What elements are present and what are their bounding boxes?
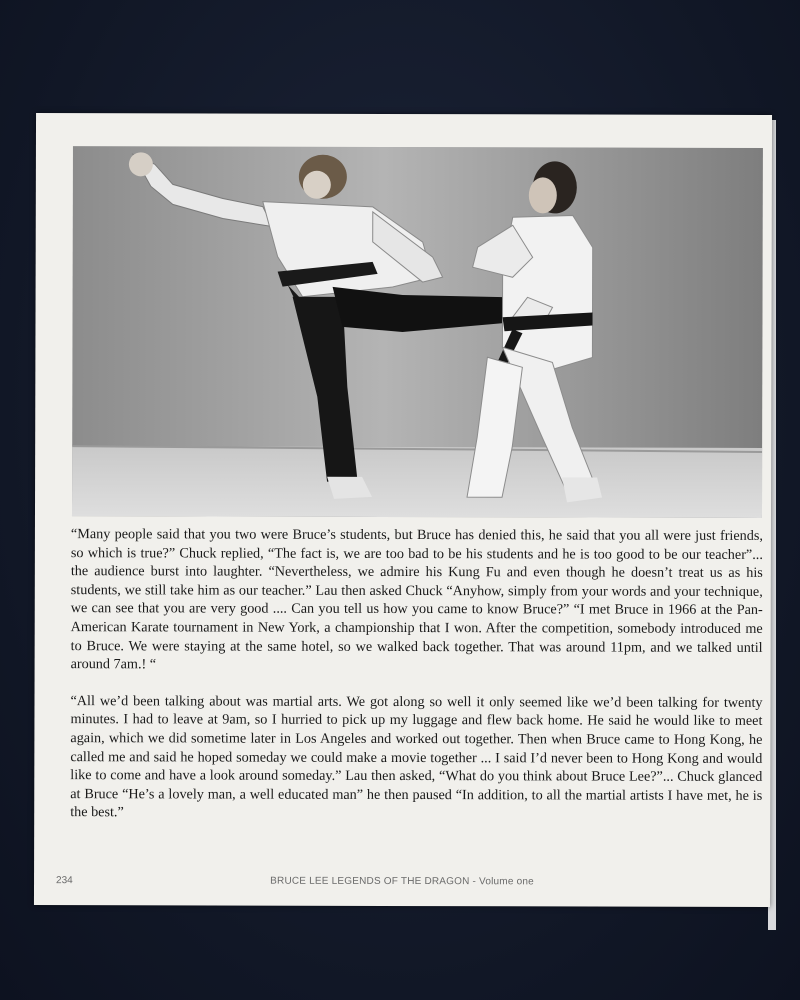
paragraph-2: “All we’d been talking about was martial arts. We got along so well it only seemed like we’d been talking for twenty minutes. I had to leave at 9am, so I hurried to pick up my luggage and flew back home. He said he would like to meet again, which we did sometime later in Los Angeles and worked out together. Then when Bruce came to Hong Kong, he called me and said he hoped someday we could make a movie together ... I said I’d never been to Hong Kong and would like to come and have a look around someday.” Lau then asked, “What do you think about Bruce Lee?”... Chuck glanced at Bruce “He’s a lovely man, a well educated man” he then paused “In addition, to all the martial artists I have met, he is the best.”	[70, 692, 763, 821]
book-page	[34, 113, 772, 907]
black-and-white-photo	[72, 146, 763, 518]
running-title: BRUCE LEE LEGENDS OF THE DRAGON - Volume one	[270, 875, 534, 888]
floor	[72, 446, 762, 518]
karate-kick-photo	[72, 146, 763, 518]
page-footer	[34, 875, 770, 897]
paragraph-1: “Many people said that you two were Bruce’s students, but Bruce has denied this, he said that you all were just friends, so which is true?” Chuck replied, “The fact is, we are too bad to be his students and he is too good to be our teacher”... the audience burst into laughter. “Nevertheless, we admire his Kung Fu and even though he doesn’t treat us as his students, we still take him as our teacher.” Lau then asked Chuck “Anyhow, simply from your words and your technique, we can see that you are very good .... Can you tell us how you came to know Bruce?” “I met Bruce in 1966 at the Pan-American Karate tournament in New York, a championship that I won. After the competition, somebody introduced me to Bruce. We were staying at the same hotel, so we walked back together. That was around 11pm, and we talked until around 7am.! “	[70, 526, 763, 673]
page-number: 234	[56, 875, 73, 887]
body-text	[70, 525, 763, 842]
